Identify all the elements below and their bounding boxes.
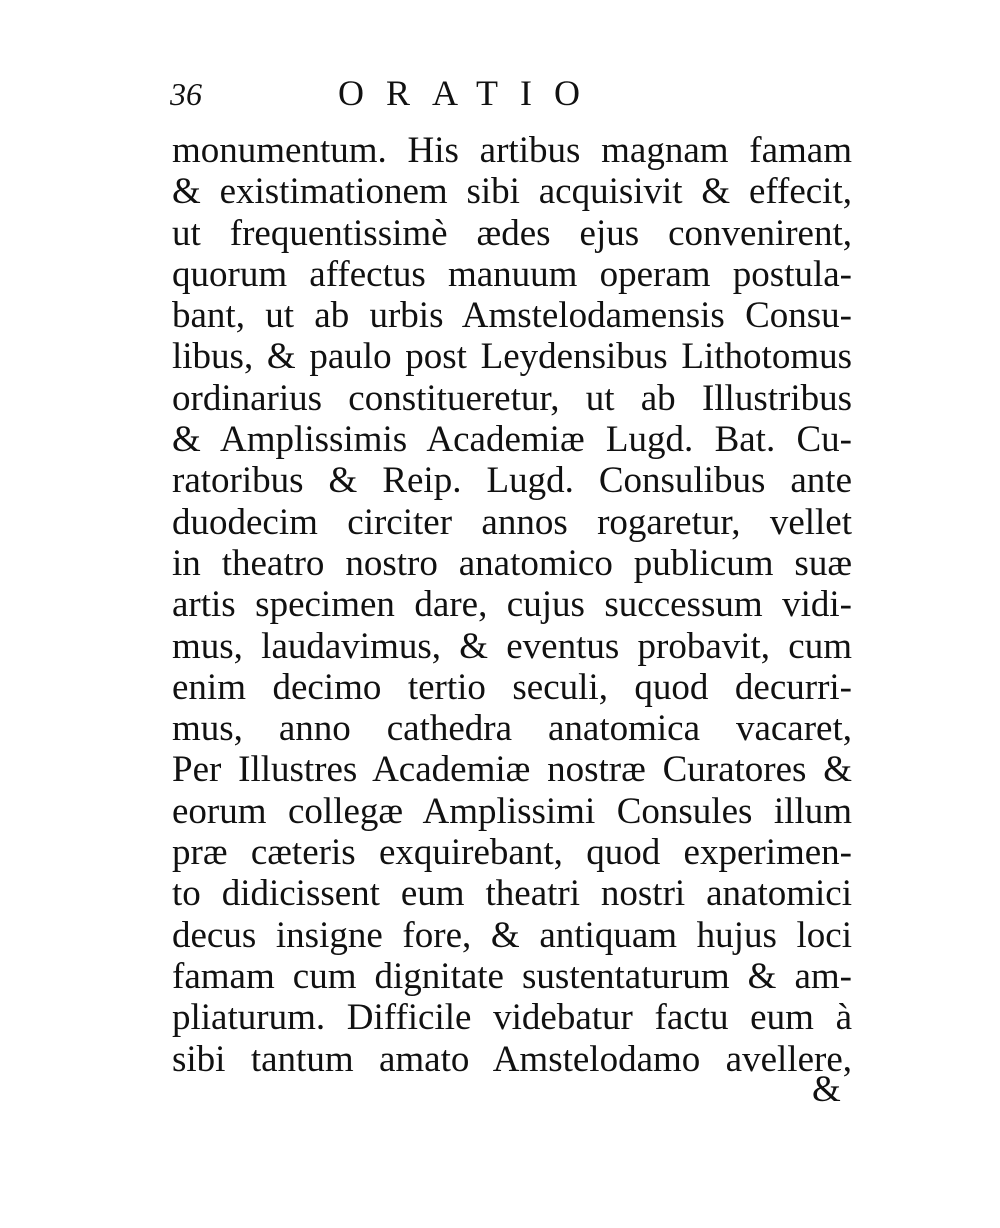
running-title: ORATIO bbox=[338, 73, 602, 113]
text-line: & Amplissimis Academiæ Lugd. Bat. Cu- bbox=[172, 419, 852, 461]
text-line: mus, anno cathedra anatomica vacaret, bbox=[172, 708, 852, 750]
text-line: Per Illustres Academiæ nostræ Curatores & bbox=[172, 749, 852, 791]
text-line: in theatro nostro anatomico publicum suæ bbox=[172, 542, 852, 584]
text-line: pliaturum. Difficile videbatur factu eum à bbox=[172, 997, 852, 1039]
text-line: enim decimo tertio seculi, quod decurri- bbox=[172, 666, 852, 708]
text-line: mus, laudavimus, & eventus probavit, cum bbox=[172, 625, 852, 667]
text-line: sibi tantum amato Amstelodamo avellere, bbox=[172, 1038, 852, 1080]
body-text bbox=[172, 130, 852, 1080]
text-line: quorum affectus manuum operam postula- bbox=[172, 253, 852, 295]
text-line: præ cæteris exquirebant, quod experimen- bbox=[172, 832, 852, 874]
text-line: decus insigne fore, & antiquam hujus loci bbox=[172, 914, 852, 956]
text-line: bant, ut ab urbis Amstelodamensis Consu- bbox=[172, 295, 852, 337]
page-header bbox=[170, 62, 850, 118]
catchword: & bbox=[812, 1069, 841, 1110]
text-line: monumentum. His artibus magnam famam bbox=[172, 130, 852, 171]
page-number: 36 bbox=[170, 76, 202, 112]
text-line: duodecim circiter annos rogaretur, vellet bbox=[172, 501, 852, 543]
text-line: artis specimen dare, cujus successum vidi- bbox=[172, 584, 852, 626]
text-line: ordinarius constitueretur, ut ab Illustribus bbox=[172, 377, 852, 419]
text-line: ut frequentissimè ædes ejus convenirent, bbox=[172, 212, 852, 254]
text-line: ratoribus & Reip. Lugd. Consulibus ante bbox=[172, 460, 852, 502]
text-line: eorum collegæ Amplissimi Consules illum bbox=[172, 790, 852, 832]
text-line: & existimationem sibi acquisivit & effecit, bbox=[172, 171, 852, 213]
text-line: to didicissent eum theatri nostri anatomici bbox=[172, 873, 852, 915]
text-line: libus, & paulo post Leydensibus Lithotomus bbox=[172, 336, 852, 378]
text-line: famam cum dignitate sustentaturum & am- bbox=[172, 955, 852, 997]
